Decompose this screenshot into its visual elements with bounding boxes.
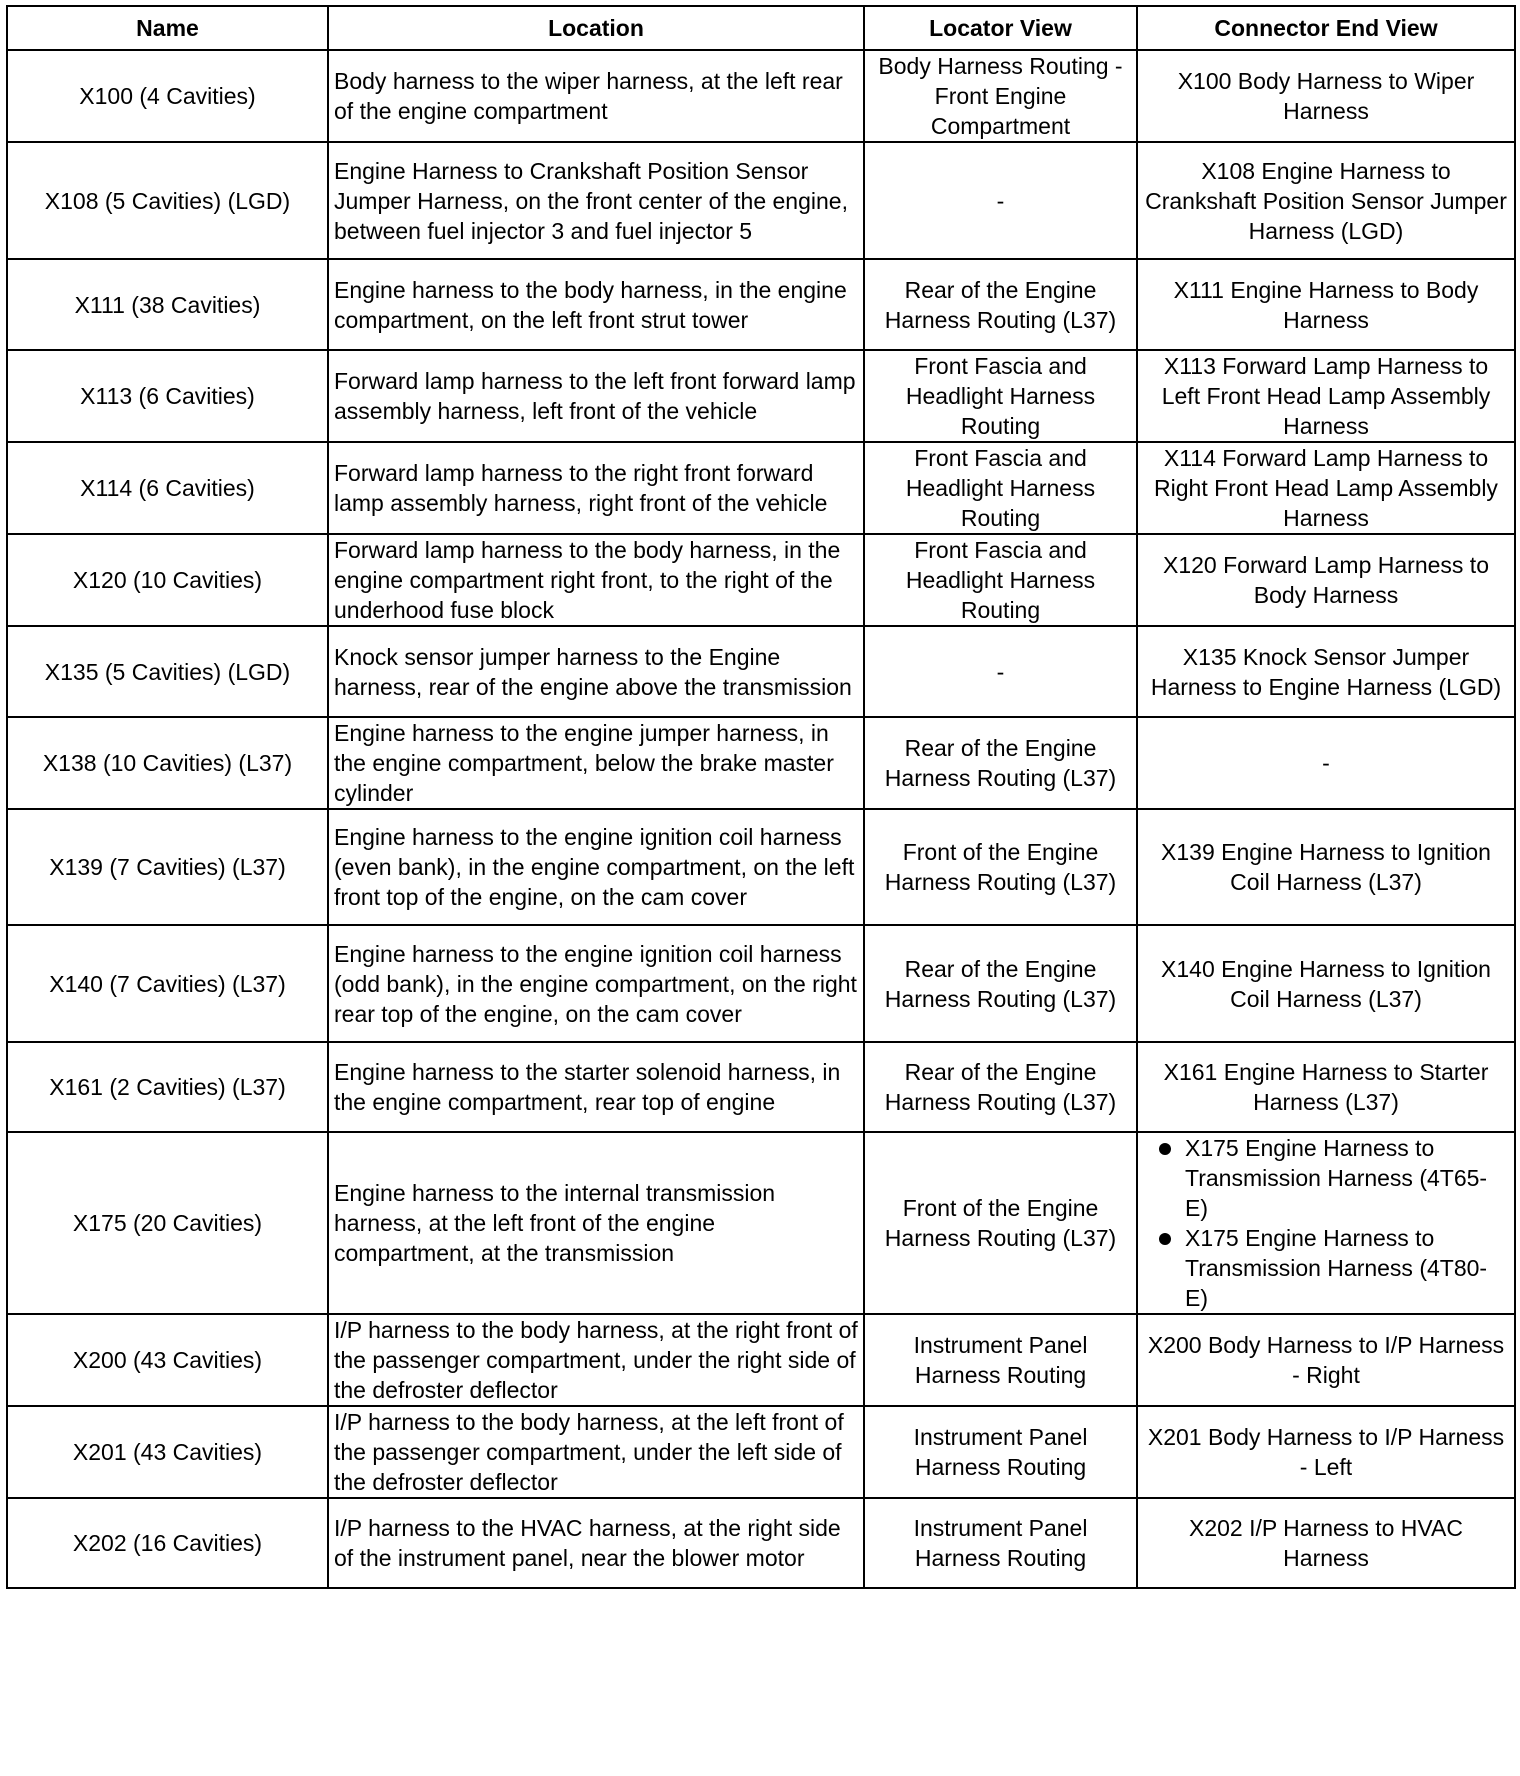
connector-end-view-text: X114 Forward Lamp Harness to Right Front Head Lamp Assembly Harness <box>1154 445 1498 531</box>
table-row <box>7 626 1515 717</box>
locator-view-cell: Instrument Panel Harness Routing <box>864 1406 1137 1498</box>
connector-name-cell: X140 (7 Cavities) (L37) <box>7 925 328 1042</box>
connector-end-view-cell <box>1137 1406 1515 1498</box>
connector-end-view-cell <box>1137 1042 1515 1132</box>
location-cell: I/P harness to the HVAC harness, at the right side of the instrument panel, near the blower motor <box>328 1498 864 1588</box>
table-row <box>7 50 1515 142</box>
connector-end-view-cell <box>1137 534 1515 626</box>
header-name: Name <box>7 6 328 50</box>
locator-view-cell: Rear of the Engine Harness Routing (L37) <box>864 925 1137 1042</box>
connector-name-cell: X111 (38 Cavities) <box>7 259 328 350</box>
connector-end-view-cell <box>1137 1132 1515 1314</box>
locator-view-cell: Front Fascia and Headlight Harness Routing <box>864 534 1137 626</box>
header-location: Location <box>328 6 864 50</box>
connector-end-view-cell <box>1137 1498 1515 1588</box>
connector-table <box>6 5 1516 1589</box>
connector-name-cell: X113 (6 Cavities) <box>7 350 328 442</box>
connector-end-view-cell <box>1137 259 1515 350</box>
connector-end-view-text: X202 I/P Harness to HVAC Harness <box>1188 1515 1463 1571</box>
connector-end-view-text: - <box>1322 750 1330 776</box>
connector-name-cell: X139 (7 Cavities) (L37) <box>7 809 328 925</box>
connector-end-view-cell <box>1137 925 1515 1042</box>
connector-end-view-item: X175 Engine Harness to Transmission Harness (4T65-E) <box>1185 1133 1509 1223</box>
location-cell: Forward lamp harness to the left front forward lamp assembly harness, left front of the vehicle <box>328 350 864 442</box>
locator-view-cell: Front Fascia and Headlight Harness Routing <box>864 350 1137 442</box>
table-row <box>7 534 1515 626</box>
location-cell: Engine harness to the starter solenoid harness, in the engine compartment, rear top of engine <box>328 1042 864 1132</box>
connector-name-cell: X120 (10 Cavities) <box>7 534 328 626</box>
locator-view-cell: Front of the Engine Harness Routing (L37) <box>864 1132 1137 1314</box>
table-row <box>7 142 1515 259</box>
connector-name-cell: X202 (16 Cavities) <box>7 1498 328 1588</box>
table-row <box>7 717 1515 809</box>
location-cell: Knock sensor jumper harness to the Engine harness, rear of the engine above the transmission <box>328 626 864 717</box>
connector-name-cell: X200 (43 Cavities) <box>7 1314 328 1406</box>
location-cell: Engine harness to the engine ignition coil harness (odd bank), in the engine compartment, on the right rear top of the engine, on the cam cover <box>328 925 864 1042</box>
locator-view-cell: - <box>864 626 1137 717</box>
connector-name-cell: X201 (43 Cavities) <box>7 1406 328 1498</box>
connector-end-view-cell <box>1137 50 1515 142</box>
connector-end-view-cell <box>1137 626 1515 717</box>
locator-view-cell: Instrument Panel Harness Routing <box>864 1314 1137 1406</box>
header-row <box>7 6 1515 50</box>
table-header <box>7 6 1515 50</box>
location-cell: Engine harness to the body harness, in the engine compartment, on the left front strut tower <box>328 259 864 350</box>
connector-end-view-cell <box>1137 1314 1515 1406</box>
connector-end-view-item: X175 Engine Harness to Transmission Harness (4T80-E) <box>1185 1223 1509 1313</box>
locator-view-cell: Instrument Panel Harness Routing <box>864 1498 1137 1588</box>
connector-end-view-cell <box>1137 442 1515 534</box>
location-cell: Engine harness to the internal transmission harness, at the left front of the engine compartment, at the transmission <box>328 1132 864 1314</box>
connector-end-view-cell <box>1137 350 1515 442</box>
table-row <box>7 1042 1515 1132</box>
location-cell: Forward lamp harness to the right front forward lamp assembly harness, right front of the vehicle <box>328 442 864 534</box>
connector-end-view-list <box>1143 1133 1509 1313</box>
location-cell: Engine Harness to Crankshaft Position Sensor Jumper Harness, on the front center of the engine, between fuel injector 3 and fuel injector 5 <box>328 142 864 259</box>
connector-name-cell: X108 (5 Cavities) (LGD) <box>7 142 328 259</box>
table-row <box>7 442 1515 534</box>
connector-name-cell: X175 (20 Cavities) <box>7 1132 328 1314</box>
connector-end-view-cell <box>1137 809 1515 925</box>
connector-name-cell: X161 (2 Cavities) (L37) <box>7 1042 328 1132</box>
connector-end-view-text: X108 Engine Harness to Crankshaft Position Sensor Jumper Harness (LGD) <box>1145 157 1507 244</box>
connector-name-cell: X114 (6 Cavities) <box>7 442 328 534</box>
table-row <box>7 1498 1515 1588</box>
table-row <box>7 809 1515 925</box>
connector-name-cell: X100 (4 Cavities) <box>7 50 328 142</box>
table-row <box>7 1314 1515 1406</box>
connector-end-view-text: X139 Engine Harness to Ignition Coil Harness (L37) <box>1161 839 1491 895</box>
connector-end-view-text: X161 Engine Harness to Starter Harness (L37) <box>1163 1059 1489 1115</box>
locator-view-cell: - <box>864 142 1137 259</box>
locator-view-cell: Front Fascia and Headlight Harness Routing <box>864 442 1137 534</box>
header-locator-view: Locator View <box>864 6 1137 50</box>
connector-end-view-text: X120 Forward Lamp Harness to Body Harness <box>1163 552 1489 608</box>
connector-end-view-text: X113 Forward Lamp Harness to Left Front Head Lamp Assembly Harness <box>1161 353 1491 439</box>
connector-name-cell: X135 (5 Cavities) (LGD) <box>7 626 328 717</box>
location-cell: Forward lamp harness to the body harness, in the engine compartment right front, to the right of the underhood fuse block <box>328 534 864 626</box>
table-row <box>7 350 1515 442</box>
connector-end-view-text: X140 Engine Harness to Ignition Coil Harness (L37) <box>1161 955 1491 1012</box>
locator-view-cell: Front of the Engine Harness Routing (L37) <box>864 809 1137 925</box>
table-row <box>7 1132 1515 1314</box>
table-row <box>7 259 1515 350</box>
connector-name-cell: X138 (10 Cavities) (L37) <box>7 717 328 809</box>
locator-view-cell: Rear of the Engine Harness Routing (L37) <box>864 1042 1137 1132</box>
connector-end-view-text: X100 Body Harness to Wiper Harness <box>1177 68 1475 124</box>
location-cell: Engine harness to the engine ignition coil harness (even bank), in the engine compartment, on the left front top of the engine, on the cam cover <box>328 809 864 925</box>
connector-end-view-text: X135 Knock Sensor Jumper Harness to Engine Harness (LGD) <box>1150 643 1502 700</box>
locator-view-cell: Rear of the Engine Harness Routing (L37) <box>864 259 1137 350</box>
connector-end-view-text: X200 Body Harness to I/P Harness - Right <box>1147 1332 1505 1388</box>
connector-end-view-cell <box>1137 717 1515 809</box>
header-connector-end-view: Connector End View <box>1137 6 1515 50</box>
location-cell: I/P harness to the body harness, at the right front of the passenger compartment, under the right side of the defroster deflector <box>328 1314 864 1406</box>
locator-view-cell: Body Harness Routing - Front Engine Compartment <box>864 50 1137 142</box>
connector-end-view-text: X111 Engine Harness to Body Harness <box>1173 276 1479 333</box>
table-body <box>7 50 1515 1588</box>
table-row <box>7 1406 1515 1498</box>
location-cell: Body harness to the wiper harness, at the left rear of the engine compartment <box>328 50 864 142</box>
connector-end-view-text: X201 Body Harness to I/P Harness - Left <box>1147 1424 1505 1480</box>
location-cell: I/P harness to the body harness, at the left front of the passenger compartment, under the left side of the defroster deflector <box>328 1406 864 1498</box>
table-row <box>7 925 1515 1042</box>
location-cell: Engine harness to the engine jumper harness, in the engine compartment, below the brake master cylinder <box>328 717 864 809</box>
locator-view-cell: Rear of the Engine Harness Routing (L37) <box>864 717 1137 809</box>
connector-end-view-cell <box>1137 142 1515 259</box>
